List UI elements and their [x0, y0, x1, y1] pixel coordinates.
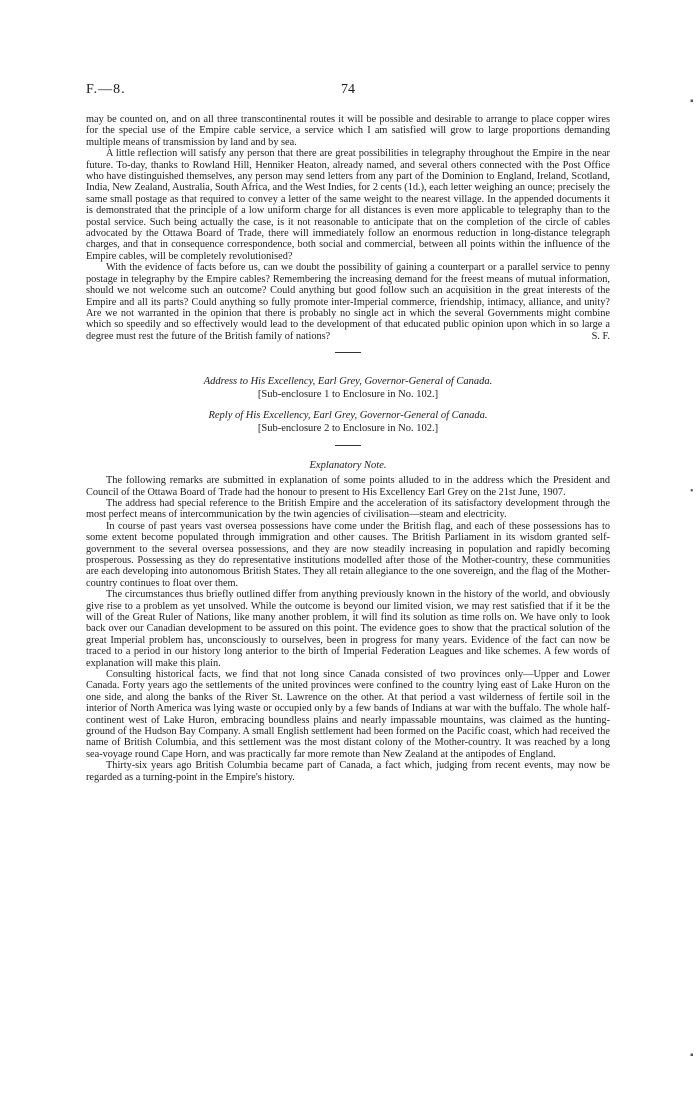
reply-subenclosure: [Sub-enclosure 2 to Enclosure in No. 102.] [257, 423, 439, 435]
enclosure-address [86, 375, 610, 401]
section-heading: Explanatory Note. [309, 460, 387, 472]
paragraph: The circumstances thus briefly outlined differ from anything previously known in the history of the world, and obviously give rise to a problem as yet unsolved. While the outcome is beyond our limited vision, we may rest satisfied that if it be the will of the Great Ruler of Nations, like many another problem, it will find its solution as time rolls on. We have only to look back over our Canadian development to be assured on this point. The evidence goes to show that the practical solution of the great Imperial problem has, unconsciously to ourselves, been in progress for many years. Evidence of the fact can now be traced to a period in our history long anterior to the birth of Imperial Federation Leagues and like schemes. A few words of explanation will make this plain. [86, 589, 610, 669]
page-number: 74 [341, 82, 355, 97]
paragraph: may be counted on, and on all three transcontinental routes it will be possible and desirable to arrange to place copper wires for the special use of the Empire cable service, a service which I am satisfied will grow to large proportions demanding multiple means of transmission by land and by sea. [86, 114, 610, 148]
scan-speck: ▪ [690, 1050, 694, 1061]
scan-speck: ▪ [690, 96, 694, 107]
paragraph: Thirty-six years ago British Columbia became part of Canada, a fact which, judging from recent events, may now be regarded as a turning-point in the Empire's history. [86, 760, 610, 783]
paragraph: With the evidence of facts before us, can we doubt the possibility of gaining a counterpart or a parallel service to penny postage in telegraphy by the Empire cables? Remembering the increasing demand for the freest means of mutual information, should we not welcome such an outcome? Could anything but good follow such an acquisition in the great interests of the Empire and all its parts? Could anything so fully promote inter-Imperial commerce, friendship, intimacy, alliance, and unity? Are we not warranted in the opinion that there is probably no single act in which the several Governments might combine which so speedily and so effectively would lead to the development of that educated public opinion upon which in so large a degree must rest the future of the British family of nations? [86, 262, 610, 342]
page-content [86, 114, 610, 783]
address-subenclosure: [Sub-enclosure 1 to Enclosure in No. 102.] [257, 389, 439, 401]
page-header [86, 82, 610, 100]
paragraph: A little reflection will satisfy any person that there are great possibilities in telegraphy throughout the Empire in the near future. To-day, thanks to Rowland Hill, Henniker Heaton, already named, and several others connected with the Post Office who have distinguished themselves, any person may send letters from any part of the Dominion to England, Ireland, Scotland, India, New Zealand, Australia, South Africa, and the West Indies, for 2 cents (1d.), each letter weighing an ounce; precisely the same small postage as that required to convey a letter of the same weight to the nearest village. In the appended documents it is demonstrated that the principle of a low uniform charge for all distances is even more applicable to telegraphy than to the postal service. Such being actually the case, is it not reasonable to anticipate that on the completion of the circle of cables advocated by the Ottawa Board of Trade, there will immediately follow an enormous reduction in long-distance telegraph charges, and that in consequence correspondence, both social and commercial, between all points within the influence of the Empire cables, will be completely revolutionised? [86, 148, 610, 262]
signature: S. F. [591, 330, 610, 342]
paragraph: In course of past years vast oversea possessions have come under the British flag, and each of these possessions has to some extent become populated through immigration and other causes. The British Parliament in its wisdom granted self-government to the several oversea possessions, and they are now steadily increasing in population and rapidly becoming prosperous. Possessing as they do representative institutions modelled after those of the Mother-country, these communities are each developing into autonomous British States. They all retain allegiance to the one sovereign, and the flag of the Mother-country continues to float over them. [86, 520, 610, 589]
paragraph: Consulting historical facts, we find that not long since Canada consisted of two provinces only—Upper and Lower Canada. Forty years ago the settlements of the united provinces were confined to the country lying east of Lake Huron on the one side, and along the banks of the River St. Lawrence on the other. At that period a vast wilderness of fertile soil in the interior of North America was lying waste or occupied only by a few bands of Indians at war with the buffalo. The whole half-continent west of Lake Huron, embracing boundless plains and nearly impassable mountains, was claimed as the hunting-ground of the Hudson Bay Company. A small English settlement had been formed on the Pacific coast, which had received the name of British Columbia, and this settlement was the most distant colony of the Mother-country. It was reached by a long sea-voyage round Cape Horn, and was practically far more remote than New Zealand at the antipodes of England. [86, 669, 610, 760]
address-title: Address to His Excellency, Earl Grey, Governor-General of Canada. [203, 376, 493, 388]
scan-speck: • [690, 486, 694, 497]
paragraph: The following remarks are submitted in explanation of some points alluded to in the address which the President and Council of the Ottawa Board of Trade had the honour to present to His Excellency Earl Grey on the 21st June, 1907. [86, 475, 610, 498]
paper-reference: F.—8. [86, 82, 126, 97]
reply-title: Reply of His Excellency, Earl Grey, Governor-General of Canada. [208, 410, 488, 422]
enclosure-reply [86, 409, 610, 435]
section-divider [335, 445, 361, 446]
paragraph: The address had special reference to the British Empire and the acceleration of its satisfactory development through the most perfect means of intercommunication by the twin agencies of civilisation—steam and electricity. [86, 497, 610, 521]
section-divider [335, 352, 361, 353]
